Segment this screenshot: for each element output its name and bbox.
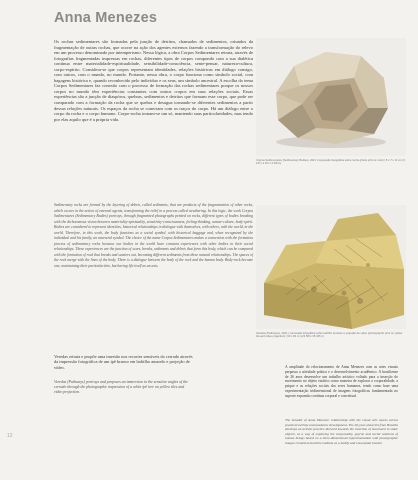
rock-sculpture-image — [256, 38, 406, 156]
bio-text-english: The breadth of Anna Menezes' relationship with the visual arts moves across practical activity and academic development. The 26-year-old artist from Brasília develops an artistic practice directed towards the insertion of movement in static objects, as a way of exploring the corporeality, psyche and social relations of human beings based on a three-dimensional experimentation with photographic images created around the medium as a bodily and conceptual tracker. — [285, 418, 398, 445]
body-text-english: Sedimentary rocks are formed by the layering of debris, called sediments, that are products of the fragmentation of other rocks, which occurs in the action of external agents, transforming the relief in a process called weathering. In this logic, the work Corpos Sedimentares (Sedimentary Bodies) portrays, through fragmented photographs printed on rocks, different types of bodies breaking with the dichotomous vision between materiality-spirituality, sensitivity-consciousness, feeling-thinking, nature-culture, body-spirit. Bodies are considered to represent identities, historical relationships in dialogue with themselves, with others, with the world, in the world. Therefore, in this work, the body functions as a social symbol, with historical baggage and, when recognized by the individual and his family, an ancestral symbol. The choice of the name Corpos Sedimentares makes a connection with the formation process of sedimentary rocks because our bodies in the world have constant experiences with other bodies in their social relationships. These experiences are the junction of scars, breaks, sediments and debris that form this body, which can be compared with the formation of rock that breaks and scatters out, becoming different sediments from these natural relationships. The spaces of the rock merge with the lines of the body. There is a dialogue between the body of the rock and the human body. Body-rock become one, maintaining their particularities, but having life itself as an axis. — [54, 203, 253, 269]
page-number: 12 — [7, 433, 13, 439]
veredas-text-portuguese: Veredas retrata e propõe uma imersão nos recortes sensíveis do cerrado através da impressão fotográfica de um ipê branco em ladrilho amarelo e projeção de vídeo. — [54, 354, 193, 370]
tile-installation-image — [256, 205, 406, 329]
body-text-portuguese: Os rochas sedimentares são formadas pela junção de detritos, chamados de sedimentos, oriundos da fragmentação de outras rochas, que ocorre na ação dos agentes externos fazendo a transformação do relevo em um processo denominado por intemperismo. Nessa lógica, a obra Corpos Sedimentares retrata, através de fotografias fragmentadas impressas em rochas, diferentes tipos de corpos compondo com a sua dialética contínua entre materialidade-espiritualidade, sensibilidade-consciência, sente-pensar, natureza-cultura, corpo-espírito. Considera-se que corpos representam identidades, relações históricas em diálogo consigo, com outros, com o mundo, no mundo. Portanto, nessa obra, o corpo funciona como símbolo social, com bagagens histórica e, quando reconhecido pelo indivíduo e os seus, um símbolo ancestral. A escolha do tema Corpos Sedimentares faz conexão com o processo de formação das rochas sedimentares porque os nossos corpos no mundo têm experiências constantes com outros corpos em suas relações sociais. Essas experiências são a junção de diaspóros, quebras, sedimentos e detritos que formam esse corpo, que pode ser comparado com a formação da rocha que se quebra e desagua tornando-se diferentes sedimentos a partir dessas relações naturais. Os espaços da rocha se conectam com os traços do corpo. Há um diálogo entre o corpo da rocha e o corpo humano. Corpo-rocha tornam-se um só, mantendo suas particularidades, mas tendo por elas aquilo que é a própria vida. — [54, 39, 253, 122]
bio-text-portuguese: A amplitude do relacionamento de Anna Menezes com as artes visuais perpassa a atividade prática e o desenvolvimento acadêmico. A brasiliense de 26 anos desenvolve um trabalho artístico voltado para a inserção do movimento no objeto estático como maneira de explorar a corporalidade, a psique e as relações sociais dos seres humanos, tendo como base uma experimentação tridimensional de imagens fotográficas fundamentada no suporte expansão contínua corporal e conceitual. — [285, 365, 398, 398]
artist-name-title: Anna Menezes — [54, 10, 158, 26]
caption-veredas: Veredas (Pathways), 2021 | impressão fotográfica sobre ladrilho amarelo e projeção de vídeo (photographic print on yellow tile and video projection) | 60 x 90 cm (23 5/8 x 35 3/8 in) — [256, 332, 403, 339]
caption-corpos-sedimentares: Corpos Sedimentares (Sedimentary Bodies), 2021 | impressão fotográfica sobre rocha (photo print on rock) | 8 x 7 x 11 cm (3 1/8 x 2 3/4 x 4 3/8 in) — [256, 159, 405, 166]
veredas-text-english: Veredas (Pathways) portrays and proposes an immersion in the sensitive angles of the cerrado through the photographic impression of a white ipê tree on yellow tiles and video projection. — [54, 380, 188, 395]
